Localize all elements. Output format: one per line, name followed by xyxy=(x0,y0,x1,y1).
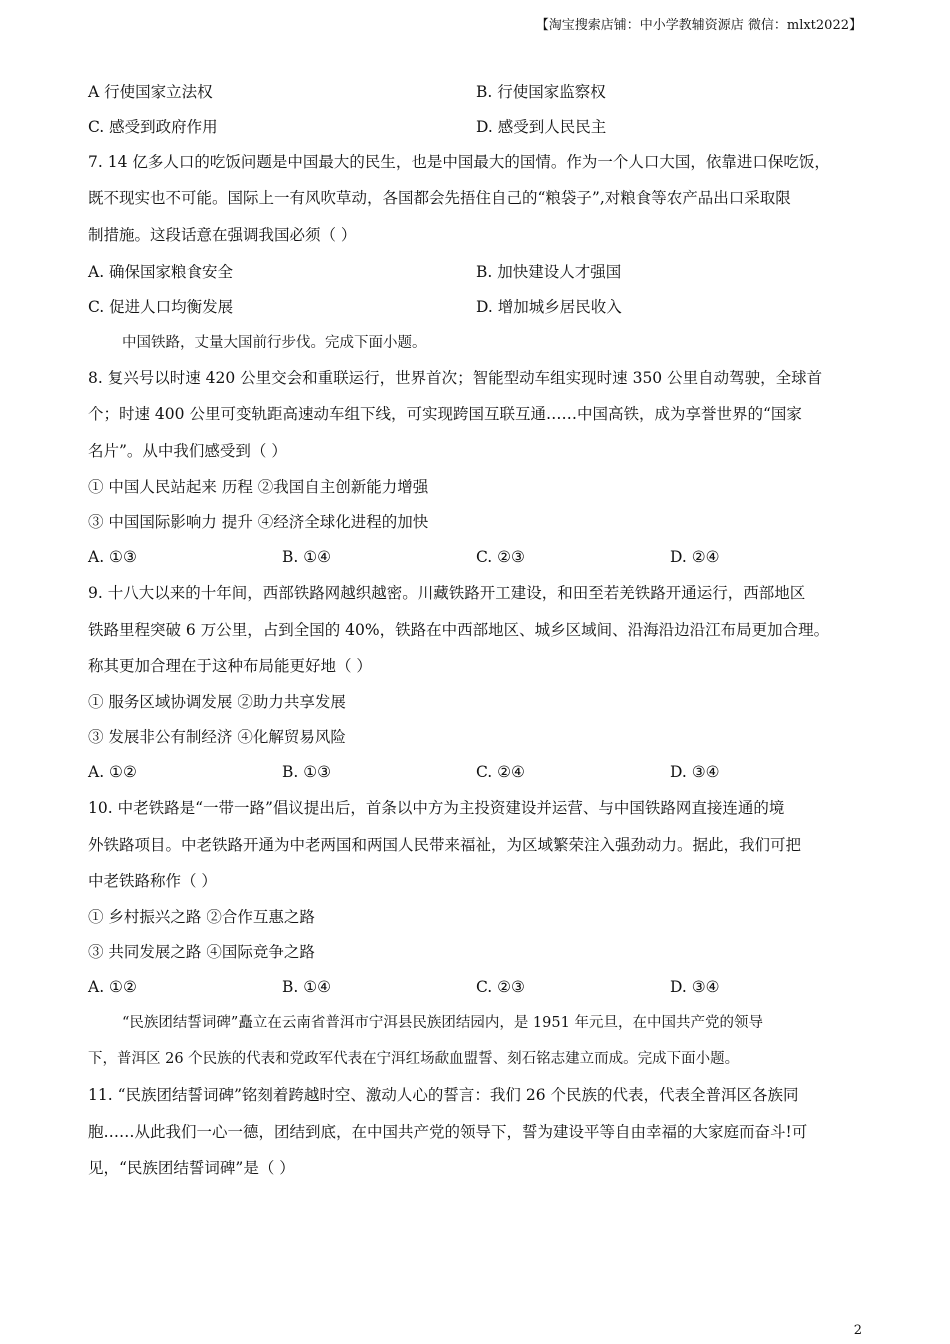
q8-statement-3-4: ③ 中国国际影响力 提升 ④经济全球化进程的加快 xyxy=(88,513,429,531)
q6-option-a: A 行使国家立法权 xyxy=(88,83,213,101)
q7-stem-line3: 制措施。这段话意在强调我国必须（ ） xyxy=(88,226,357,244)
q9-statement-1-2: ① 服务区域协调发展 ②助力共享发展 xyxy=(88,693,346,711)
page-header: 【淘宝搜索店铺：中小学教辅资源店 微信：mlxt2022】 xyxy=(535,18,862,33)
material-intro-monument-line1: “民族团结誓词碑”矗立在云南省普洱市宁洱县民族团结园内，是 1951 年元旦，在中国共产党的领导 xyxy=(122,1015,763,1031)
q11-stem-line1: 11. “民族团结誓词碑”铭刻着跨越时空、激动人心的誓言：我们 26 个民族的代表，代表全普洱区各族同 xyxy=(88,1086,799,1104)
q6-option-b: B. 行使国家监察权 xyxy=(476,83,606,101)
q9-stem-line3: 称其更加合理在于这种布局能更好地（ ） xyxy=(88,657,372,675)
q10-option-d: D. ③④ xyxy=(670,978,720,996)
q9-stem-line2: 铁路里程突破 6 万公里，占到全国的 40%，铁路在中西部地区、城乡区域间、沿海沿边沿江布局更加合理。 xyxy=(88,621,830,639)
q10-stem-line2: 外铁路项目。中老铁路开通为中老两国和两国人民带来福祉，为区域繁荣注入强劲动力。据此，我们可把 xyxy=(88,836,802,854)
q8-stem-line1: 8. 复兴号以时速 420 公里交会和重联运行，世界首次；智能型动车组实现时速 350 公里自动驾驶，全球首 xyxy=(88,369,823,387)
q11-stem-line3: 见，“民族团结誓词碑”是（ ） xyxy=(88,1159,295,1177)
q7-option-b: B. 加快建设人才强国 xyxy=(476,263,622,281)
q7-option-d: D. 增加城乡居民收入 xyxy=(476,298,622,316)
q10-statement-3-4: ③ 共同发展之路 ④国际竞争之路 xyxy=(88,943,315,961)
material-intro-monument-line2: 下，普洱区 26 个民族的代表和党政军代表在宁洱红场歃血盟誓、刻石铭志建立而成。完成下面小题。 xyxy=(88,1051,740,1067)
q8-option-a: A. ①③ xyxy=(88,548,137,566)
q9-option-b: B. ①③ xyxy=(282,763,332,781)
q9-option-d: D. ③④ xyxy=(670,763,720,781)
q7-option-c: C. 促进人口均衡发展 xyxy=(88,298,234,316)
q10-option-a: A. ①② xyxy=(88,978,137,996)
q9-option-c: C. ②④ xyxy=(476,763,525,781)
q10-statement-1-2: ① 乡村振兴之路 ②合作互惠之路 xyxy=(88,908,315,926)
q6-option-c: C. 感受到政府作用 xyxy=(88,118,218,136)
q7-stem-line1: 7. 14 亿多人口的吃饭问题是中国最大的民生，也是中国最大的国情。作为一个人口大国，依靠进口保吃饭， xyxy=(88,153,830,171)
q7-option-a: A. 确保国家粮食安全 xyxy=(88,263,234,281)
q8-option-c: C. ②③ xyxy=(476,548,525,566)
q9-stem-line1: 9. 十八大以来的十年间，西部铁路网越织越密。川藏铁路开工建设，和田至若羌铁路开通运行，西部地区 xyxy=(88,584,806,602)
q10-option-b: B. ①④ xyxy=(282,978,332,996)
q8-option-b: B. ①④ xyxy=(282,548,332,566)
q10-option-c: C. ②③ xyxy=(476,978,525,996)
q8-option-d: D. ②④ xyxy=(670,548,720,566)
q6-option-d: D. 感受到人民民主 xyxy=(476,118,607,136)
q9-statement-3-4: ③ 发展非公有制经济 ④化解贸易风险 xyxy=(88,728,346,746)
q10-stem-line3: 中老铁路称作（ ） xyxy=(88,872,217,890)
q7-stem-line2: 既不现实也不可能。国际上一有风吹草动，各国都会先捂住自己的“粮袋子”,对粮食等农产品出口采取限 xyxy=(88,189,791,207)
page-number: 2 xyxy=(853,1323,862,1338)
material-intro-railway: 中国铁路，丈量大国前行步伐。完成下面小题。 xyxy=(122,335,427,351)
q9-option-a: A. ①② xyxy=(88,763,137,781)
q10-stem-line1: 10. 中老铁路是“一带一路”倡议提出后，首条以中方为主投资建设并运营、与中国铁路网直接连通的境 xyxy=(88,799,785,817)
q8-stem-line2: 个；时速 400 公里可变轨距高速动车组下线，可实现跨国互联互通……中国高铁，成为享誉世界的“国家 xyxy=(88,405,802,423)
q11-stem-line2: 胞……从此我们一心一德，团结到底，在中国共产党的领导下，誓为建设平等自由幸福的大家庭而奋斗!可 xyxy=(88,1123,808,1141)
q8-statement-1-2: ① 中国人民站起来 历程 ②我国自主创新能力增强 xyxy=(88,478,429,496)
q8-stem-line3: 名片”。从中我们感受到（ ） xyxy=(88,442,287,460)
